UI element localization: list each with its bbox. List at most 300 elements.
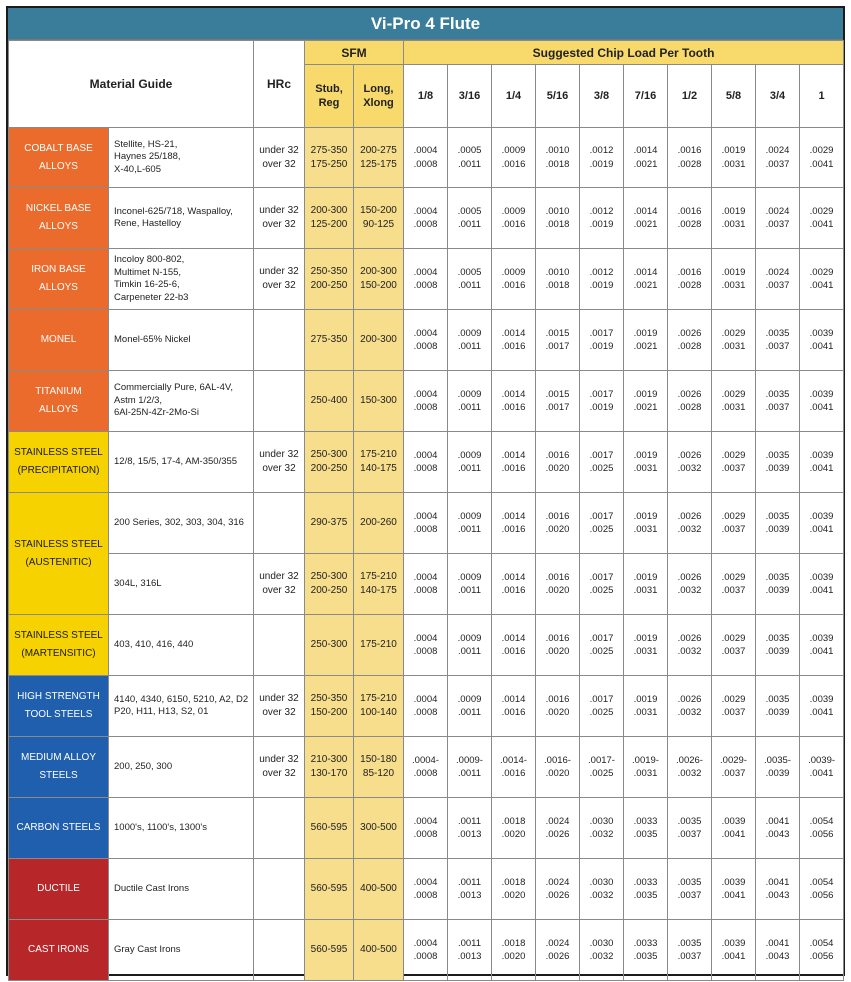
chip-load-value: .0009: [457, 693, 482, 705]
chip-load-value: .0014: [501, 510, 526, 522]
chip-load-cell: [712, 188, 756, 249]
chip-load-value: .0032: [589, 829, 614, 840]
chip-load-cell: [536, 310, 580, 371]
chip-load-value: .0035: [633, 951, 658, 962]
chip-load-cell: [404, 798, 448, 859]
category-cell: [9, 798, 109, 859]
chip-load-value: .0014-: [500, 754, 527, 766]
chip-load-cell: [756, 188, 800, 249]
chip-load-value: .0010: [545, 266, 570, 278]
chip-load-value: .0011: [457, 815, 482, 827]
chip-load-value: .0008: [413, 463, 438, 474]
sfm-value: 175-210: [360, 571, 397, 582]
sfm-value: 300-500: [360, 822, 397, 833]
chip-load-cell: [668, 798, 712, 859]
sfm-long-cell: [354, 615, 404, 676]
chip-load-cell: [492, 615, 536, 676]
chip-load-value: .0029: [809, 205, 834, 217]
chip-load-value: .0041: [809, 646, 834, 657]
sfm-stub-cell: [305, 493, 354, 554]
material-text: Monel-65% Nickel: [114, 333, 191, 345]
chip-load-value: .0035: [633, 829, 658, 840]
chip-load-value: .0016: [545, 693, 570, 705]
chip-load-cell: [668, 859, 712, 920]
chip-load-cell: [448, 798, 492, 859]
category-label: (MARTENSITIC): [21, 648, 96, 659]
chip-load-value: .0011: [457, 219, 482, 230]
chip-load-cell: [712, 493, 756, 554]
sfm-stub-cell: [305, 554, 354, 615]
chip-load-value: .0005: [457, 205, 482, 217]
table-row: [9, 798, 844, 859]
chip-load-cell: [580, 859, 624, 920]
material-text: Multimet N-155,: [114, 266, 182, 278]
chip-load-value: .0019: [721, 205, 746, 217]
chip-load-value: .0028: [677, 280, 702, 291]
chip-load-value: .0019: [633, 571, 658, 583]
chip-load-value: .0032: [677, 646, 702, 657]
chip-load-value: .0020: [501, 951, 526, 962]
chip-load-value: .0041: [809, 219, 834, 230]
chip-load-value: .0019: [721, 145, 746, 156]
hrc-value: under 32: [259, 144, 299, 156]
chip-load-cell: [624, 310, 668, 371]
chip-load-value: .0016: [501, 280, 526, 291]
size-header: 1/8: [404, 65, 448, 128]
sfm-stub-cell: [305, 310, 354, 371]
sfm-value: 560-595: [310, 883, 348, 894]
chip-load-value: .0021: [633, 158, 658, 170]
chip-load-value: .0039: [809, 388, 834, 400]
chip-load-cell: [800, 615, 844, 676]
chip-load-value: .0026: [677, 449, 702, 461]
chip-load-value: .0026: [677, 693, 702, 705]
sfm-value: 140-175: [360, 585, 397, 596]
chip-load-value: .0008: [413, 951, 438, 962]
chart-frame: [6, 6, 845, 976]
chip-load-value: .0017: [589, 571, 614, 583]
chip-load-value: .0029-: [720, 754, 747, 766]
sfm-value: 250-350: [310, 693, 348, 704]
chip-load-cell: [800, 188, 844, 249]
chip-load-value: .0041: [809, 402, 834, 413]
chip-load-value: .0041: [721, 951, 746, 962]
chip-load-value: .0024: [545, 937, 570, 949]
chip-load-value: .0017: [589, 327, 614, 339]
chip-load-value: .0030: [589, 815, 614, 827]
sfm-value: 175-250: [310, 158, 348, 170]
sfm-value: 175-210: [360, 639, 397, 650]
category-cell: [9, 859, 109, 920]
sfm-value: 125-200: [310, 219, 348, 230]
chip-load-cell: [448, 493, 492, 554]
chip-load-cell: [668, 249, 712, 310]
material-text: Commercially Pure, 6AL-4V,: [114, 382, 233, 394]
category-label: STAINLESS STEEL: [14, 538, 103, 550]
category-cell: [9, 249, 109, 310]
chip-load-value: .0041: [809, 707, 834, 718]
chip-load-value: .0039: [809, 632, 834, 644]
chip-load-value: .0013: [457, 951, 482, 962]
hrc-cell: [254, 798, 305, 859]
chip-load-value: .0041: [809, 524, 834, 535]
chip-load-cell: [536, 798, 580, 859]
chip-load-value: .0035: [765, 388, 790, 400]
chip-load-value: .0035: [765, 693, 790, 705]
chip-load-value: .0043: [765, 951, 790, 962]
chip-load-value: .0039: [809, 693, 834, 705]
sfm-stub-cell: [305, 798, 354, 859]
hrc-value: over 32: [262, 585, 296, 596]
chip-load-value: .0037: [677, 829, 702, 840]
chip-load-cell: [536, 554, 580, 615]
chip-load-value: .0014: [501, 693, 526, 705]
chip-load-value: .0014: [633, 205, 658, 217]
chip-load-value: .0009: [457, 388, 482, 400]
hrc-cell: [254, 554, 305, 615]
chip-load-value: .0039: [765, 463, 790, 474]
chip-load-value: .0017: [589, 693, 614, 705]
chip-load-value: .0008: [413, 890, 438, 901]
chip-load-value: .0011: [457, 768, 482, 779]
chip-load-value: .0031: [721, 341, 746, 352]
chip-load-value: .0011: [457, 585, 482, 596]
chip-load-value: .0033: [633, 937, 658, 949]
chip-load-cell: [536, 676, 580, 737]
stub-reg-header-line2: Reg: [318, 97, 340, 109]
chip-load-value: .0004: [413, 632, 438, 644]
chip-load-cell: [536, 920, 580, 981]
chip-load-value: .0039: [809, 571, 834, 583]
size-header: 3/8: [580, 65, 624, 128]
chip-load-cell: [580, 249, 624, 310]
material-cell: [109, 615, 254, 676]
chip-load-value: .0004: [413, 266, 438, 278]
chip-load-cell: [712, 615, 756, 676]
chip-load-value: .0017: [589, 388, 614, 400]
chip-load-value: .0004: [413, 693, 438, 705]
sfm-long-cell: [354, 920, 404, 981]
chip-load-value: .0031: [633, 585, 658, 596]
chip-load-value: .0016: [501, 524, 526, 535]
chip-load-cell: [580, 554, 624, 615]
chip-load-value: .0029: [721, 388, 746, 400]
sfm-stub-cell: [305, 432, 354, 493]
chip-load-value: .0037: [721, 768, 746, 779]
chip-load-value: .0031: [633, 768, 658, 779]
hrc-value: under 32: [259, 693, 299, 704]
chip-load-value: .0031: [633, 707, 658, 718]
chip-load-cell: [756, 493, 800, 554]
chip-load-cell: [580, 310, 624, 371]
chip-load-cell: [580, 128, 624, 188]
chip-load-value: .0020: [545, 524, 570, 535]
chip-load-cell: [404, 859, 448, 920]
chip-load-value: .0021: [633, 402, 658, 413]
long-xlong-header: [354, 65, 404, 128]
table-row: [9, 859, 844, 920]
chip-load-value: .0014: [501, 388, 526, 400]
sfm-value: 200-275: [360, 144, 397, 156]
chip-load-cell: [624, 737, 668, 798]
chip-load-value: .0019: [589, 341, 614, 352]
chip-load-cell: [800, 920, 844, 981]
chip-load-cell: [492, 249, 536, 310]
chip-load-cell: [536, 188, 580, 249]
chip-load-value: .0039-: [808, 754, 836, 766]
chip-load-value: .0008: [413, 158, 438, 170]
chip-load-cell: [624, 128, 668, 188]
sfm-long-cell: [354, 188, 404, 249]
sfm-value: 250-300: [310, 571, 348, 582]
chip-load-cell: [668, 371, 712, 432]
chip-load-value: .0035: [765, 510, 790, 522]
chip-load-value: .0031: [721, 158, 746, 170]
sfm-value: 150-200: [360, 205, 397, 216]
category-label: STAINLESS STEEL: [14, 630, 103, 641]
chip-load-cell: [800, 798, 844, 859]
chip-load-cell: [712, 432, 756, 493]
material-text: Ductile Cast Irons: [114, 882, 189, 894]
chip-load-cell: [624, 859, 668, 920]
sfm-header: SFM: [305, 41, 404, 65]
sfm-value: 140-175: [360, 463, 397, 474]
chip-load-cell: [404, 432, 448, 493]
chip-load-value: .0008: [413, 524, 438, 535]
chip-load-value: .0056: [809, 829, 834, 840]
chip-load-value: .0014: [501, 571, 526, 583]
table-row: [9, 188, 844, 249]
hrc-value: over 32: [262, 280, 296, 291]
chip-load-cell: [448, 676, 492, 737]
chip-load-cell: [448, 920, 492, 981]
chip-load-value: .0008: [413, 707, 438, 718]
sfm-value: 200-260: [360, 517, 397, 528]
category-label: ALLOYS: [39, 160, 78, 172]
chip-load-value: .0024: [765, 266, 790, 278]
sfm-long-cell: [354, 859, 404, 920]
chip-load-value: .0010: [545, 205, 570, 217]
chip-load-cell: [492, 188, 536, 249]
chip-load-value: .0041: [721, 890, 746, 901]
sfm-stub-cell: [305, 737, 354, 798]
chip-load-value: .0016: [501, 341, 526, 352]
chip-load-value: .0037: [677, 951, 702, 962]
chip-load-value: .0039: [765, 585, 790, 596]
chip-load-value: .0035-: [764, 754, 791, 766]
chip-load-cell: [668, 493, 712, 554]
chip-load-cell: [448, 188, 492, 249]
chip-load-value: .0020: [545, 585, 570, 596]
hrc-cell: [254, 188, 305, 249]
chip-load-value: .0014: [501, 449, 526, 461]
sfm-value: 560-595: [310, 944, 348, 955]
chip-load-value: .0014: [501, 632, 526, 644]
chip-load-cell: [404, 615, 448, 676]
chip-load-value: .0014: [633, 266, 658, 278]
chip-load-cell: [404, 920, 448, 981]
hrc-value: over 32: [262, 219, 296, 230]
chip-load-cell: [756, 920, 800, 981]
chip-load-value: .0016: [545, 510, 570, 522]
sfm-value: 275-350: [310, 144, 348, 156]
chip-load-value: .0019: [633, 449, 658, 461]
sfm-stub-cell: [305, 128, 354, 188]
sfm-stub-cell: [305, 249, 354, 310]
chip-load-value: .0035: [765, 327, 790, 339]
category-cell: [9, 676, 109, 737]
chip-load-cell: [448, 371, 492, 432]
chip-load-table: [8, 40, 844, 981]
sfm-value: 175-210: [360, 449, 397, 460]
chip-load-value: .0009: [457, 571, 482, 583]
chip-load-cell: [404, 676, 448, 737]
chip-load-cell: [712, 554, 756, 615]
chip-load-value: .0032: [677, 463, 702, 474]
chip-load-value: .0028: [677, 402, 702, 413]
chip-load-value: .0016: [501, 219, 526, 230]
chip-load-cell: [624, 676, 668, 737]
chip-load-value: .0039: [721, 876, 746, 888]
sfm-value: 210-300: [310, 754, 348, 765]
material-text: 1000's, 1100's, 1300's: [114, 821, 207, 833]
chip-load-value: .0029: [721, 449, 746, 461]
sfm-long-cell: [354, 249, 404, 310]
chip-load-cell: [668, 128, 712, 188]
chip-load-value: .0037: [677, 890, 702, 901]
category-label: DUCTILE: [37, 883, 80, 894]
material-text: Rene, Hastelloy: [114, 218, 182, 229]
chip-load-value: .0043: [765, 890, 790, 901]
hrc-cell: [254, 676, 305, 737]
hrc-value: over 32: [262, 463, 296, 474]
chip-load-value: .0005: [457, 266, 482, 278]
sfm-long-cell: [354, 676, 404, 737]
chip-load-value: .0041: [765, 815, 790, 827]
chip-load-value: .0018: [545, 158, 570, 170]
chip-load-value: .0037: [765, 219, 790, 230]
chip-load-cell: [712, 371, 756, 432]
chip-load-cell: [404, 249, 448, 310]
chip-load-cell: [624, 615, 668, 676]
category-cell: [9, 371, 109, 432]
chip-load-value: .0032: [589, 890, 614, 901]
chip-load-cell: [448, 859, 492, 920]
chip-load-value: .0004: [413, 876, 438, 888]
chip-load-value: .0020: [545, 463, 570, 474]
hrc-value: under 32: [259, 266, 299, 277]
chip-load-value: .0004: [413, 327, 438, 339]
chip-load-value: .0017: [589, 510, 614, 522]
size-header: 7/16: [624, 65, 668, 128]
chip-load-value: .0016: [501, 646, 526, 657]
material-cell: [109, 493, 254, 554]
chip-load-value: .0016: [677, 266, 702, 278]
chip-load-value: .0031: [721, 402, 746, 413]
chip-load-value: .0037: [765, 280, 790, 291]
chip-load-cell: [712, 310, 756, 371]
material-cell: [109, 798, 254, 859]
chip-load-value: .0012: [589, 145, 614, 156]
chip-load-value: .0004: [413, 449, 438, 461]
sfm-value: 250-350: [310, 266, 348, 277]
chip-load-value: .0029: [809, 266, 834, 278]
sfm-value: 250-300: [310, 639, 348, 650]
chip-load-value: .0025: [589, 646, 614, 657]
category-label: TOOL STEELS: [24, 709, 93, 720]
hrc-cell: [254, 371, 305, 432]
chip-load-cell: [404, 493, 448, 554]
chip-load-cell: [536, 249, 580, 310]
chip-load-value: .0016: [501, 768, 526, 779]
chip-load-value: .0019: [721, 266, 746, 278]
chip-load-value: .0039: [809, 510, 834, 522]
chip-load-value: .0012: [589, 266, 614, 278]
hrc-value: over 32: [262, 158, 296, 170]
sfm-value: 560-595: [310, 822, 348, 833]
chip-load-value: .0004: [413, 388, 438, 400]
chip-load-value: .0037: [721, 707, 746, 718]
category-label: ALLOYS: [39, 221, 78, 232]
chip-load-value: .0037: [765, 158, 790, 170]
chip-load-cell: [492, 676, 536, 737]
chip-load-value: .0008: [413, 768, 438, 779]
chip-load-value: .0016: [677, 205, 702, 217]
sfm-value: 200-250: [310, 463, 348, 474]
chip-load-value: .0032: [677, 524, 702, 535]
chip-load-value: .0029: [721, 510, 746, 522]
chip-load-cell: [404, 737, 448, 798]
chip-load-value: .0037: [721, 585, 746, 596]
material-cell: [109, 310, 254, 371]
chip-load-value: .0018: [545, 280, 570, 291]
material-cell: [109, 188, 254, 249]
chip-load-cell: [712, 676, 756, 737]
chip-load-cell: [492, 920, 536, 981]
hrc-value: under 32: [259, 754, 299, 765]
chip-load-value: .0035: [765, 571, 790, 583]
chip-load-cell: [404, 128, 448, 188]
sfm-long-cell: [354, 737, 404, 798]
chip-load-value: .0017: [545, 402, 570, 413]
chip-load-cell: [492, 554, 536, 615]
chip-load-cell: [756, 798, 800, 859]
hrc-cell: [254, 737, 305, 798]
sfm-value: 150-200: [360, 280, 397, 291]
chip-load-value: .0018: [501, 876, 526, 888]
category-cell: [9, 188, 109, 249]
chip-load-value: .0041: [721, 829, 746, 840]
chip-load-value: .0004: [413, 205, 438, 217]
chip-load-value: .0013: [457, 890, 482, 901]
chip-load-value: .0012: [589, 205, 614, 217]
chip-load-value: .0019: [633, 327, 658, 339]
chip-load-value: .0025: [589, 524, 614, 535]
material-cell: [109, 920, 254, 981]
chip-load-value: .0021: [633, 280, 658, 291]
chip-load-value: .0009: [457, 327, 482, 339]
chip-load-value: .0008: [413, 219, 438, 230]
chip-load-value: .0054: [809, 876, 834, 888]
chip-load-cell: [448, 249, 492, 310]
chip-load-cell: [492, 371, 536, 432]
sfm-value: 150-200: [310, 707, 348, 718]
sfm-stub-cell: [305, 615, 354, 676]
chip-load-value: .0025: [589, 463, 614, 474]
chip-load-cell: [624, 920, 668, 981]
chip-load-cell: [800, 249, 844, 310]
chip-load-cell: [580, 676, 624, 737]
